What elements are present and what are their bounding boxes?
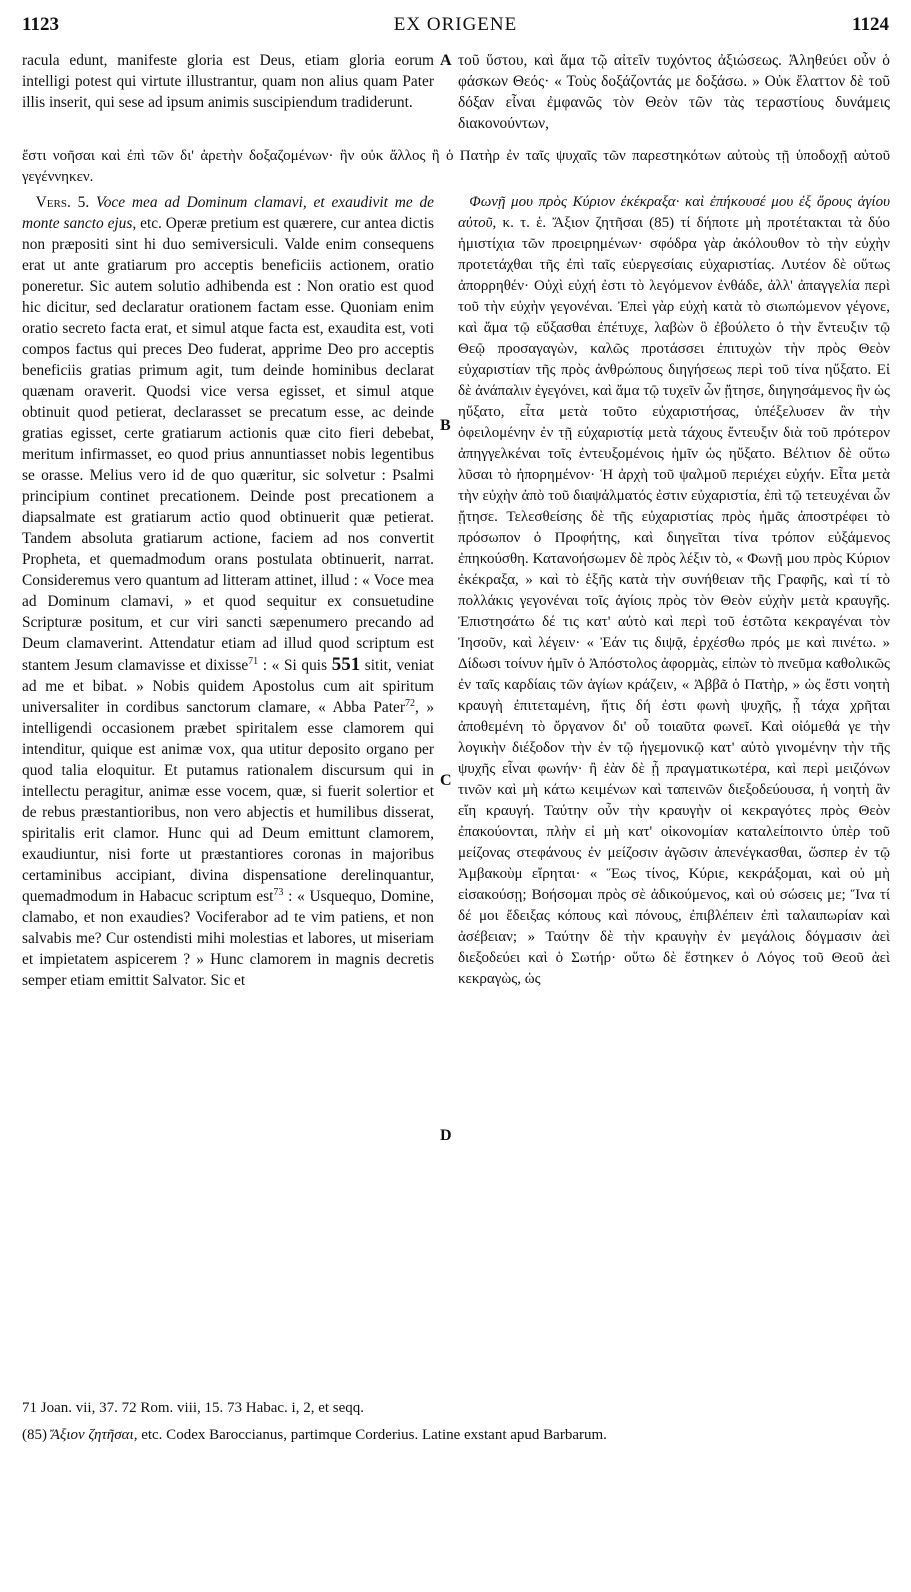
greek-column — [458, 192, 890, 990]
margin-marker-a: A — [440, 52, 452, 69]
latin-text-e: : « Usquequo, Domine, clamabo, et non exaudies? Vociferabor ad te vim patiens, et non salvabis me? Cur ostendisti mihi molestias et labores, ut miseriam et impietatem aspicerem ? » Hunc clamorem in magnis decretis semper etiam emittit Salvator. Sic et — [22, 888, 434, 989]
page-header — [22, 14, 889, 40]
verse-title-latin: Voce mea ad Dominum clamavi, et exaudivit me de monte sancto ejus, — [22, 194, 435, 232]
latin-text-a: etc. Operæ pretium est quærere, cur antea dictis non præpositi sint hi duo semiversiculi. Valde enim consequens erat ut ante gratiarum pro acceptis beneficiis actionem, oratio poneretur. Sic autem solutio adhibenda est : Non oratio est quod hic dicitur, sed declaratur orationem factam esse. Quoniam enim oratio secreto facta erat, et simul atque facta est, exaudita est, voti compos factus qui preces Deo fuderat, apprime Deo pro acceptis beneficiis gratias primum agit, tum deinde hominibus declarat quænam oraverit. Quodsi vice versa egisset, et simul atque obtinuit quod petierat, declarasset se precatum esse, ac deinde gratias egisset, certe gratiarum actionis quæ cito fieri debebat, meritum infirmasset, eo quod prius annuntiasset nobis legentibus se orasse. Melius vero id de quo quæritur, sic solvetur : Psalmi principium continet precationem. Deinde post precationem a diapsalmate est gratiarum actio quod obtinuerit quæ petierat. Tandem absoluta gratiarum actione, faciem ad nos convertit Propheta, et quemadmodum orans postulata obtinuerit, narrat. Consideremus vero quantum ad litteram attinet, illud : « Voce mea ad Dominum clamavi, » et quod sequitur ex consuetudine Scripturæ positum, et cur viri sancti sæpenumero precando ad Deum clamaverint. Attendatur etiam ad illud quod scriptum est stantem Jesum clamavisse et dixisse — [22, 215, 434, 674]
footnotes — [22, 1398, 890, 1452]
footnote-ref-71: 71 — [248, 655, 259, 667]
latin-text-d: , » intelligendi occasionem præbet spiritalem esse clamorem qui intenditur, quique est animæ vox, qua utitur deposito organo per quod talia eloquitur. Et putamus rationalem discursum qui in intellectu peragitur, animæ esse vocem, quæ, si fuerit solertior et de rebus præstantioribus, non vero abjectis et humilibus disserat, spiritalis erit clamor. Hunc qui ad Deum emittunt clamorem, exaudiuntur, nisi forte ut præstantiores coronas in majoribus certaminibus accipiant, divina dispensatione derelinquantur, quemadmodum in Habacuc scriptum est — [22, 699, 435, 905]
greek-column-top — [458, 50, 890, 134]
footnote-85-text: etc. Codex Baroccianus, partimque Corderius. Latine exstant apud Barbarum. — [141, 1427, 607, 1443]
greek-paragraph-2 — [458, 192, 890, 990]
latin-column — [22, 192, 434, 991]
margin-marker-d: D — [440, 1127, 452, 1144]
margin-marker-b: B — [440, 417, 451, 434]
verse-title-greek: Φωνῇ μου πρὸς Κύριον ἐκέκραξα· καὶ ἐπήκουσέ μου ἐξ ὄρους ἁγίου αὐτοῦ, — [458, 194, 890, 231]
margin-marker-c: C — [440, 772, 452, 789]
right-page-number: 1124 — [852, 14, 889, 35]
scripture-footnotes: 71 Joan. vii, 37. 72 Rom. viii, 15. 73 Habac. i, 2, et seqq. — [22, 1400, 365, 1416]
greek-paragraph-1: τοῦ ὕστου, καὶ ἅμα τῷ αἰτεῖν τυχόντος ἀξιώσεως. Ἀληθεύει οὖν ὁ φάσκων Θεός· « Τοὺς δοξάζοντάς με δοξάσω. » Οὐκ ἔλαττον δὲ τοῦ δόξαν εἶναι ἐμφανῶς τὸν Θεὸν τῶν τὰς τεραστίους δυνάμεις διακονούντων, — [458, 52, 890, 132]
latin-paragraph-1: racula edunt, manifeste gloria est Deus, etiam gloria eorum intelligi potest qui virtute illustrantur, quam non alius quam Pater illis inserit, qui sese ad ipsum animis suscipiendum tradiderunt. — [22, 52, 434, 111]
latin-text-c: sitit, veniat ad me et bibat. » Nobis quidem Apostolus cum ait spiritum universaliter in cordibus sanctorum clamare, « Abba Pater — [22, 657, 434, 716]
verse-label: Vers. 5. — [35, 194, 90, 211]
footnote-ref-72: 72 — [404, 697, 415, 709]
left-page-number: 1123 — [22, 14, 59, 35]
footnote-ref-73: 73 — [273, 886, 284, 898]
footnote-85 — [22, 1425, 890, 1446]
latin-text-b: : « Si quis — [262, 657, 328, 674]
latin-paragraph-2 — [22, 192, 434, 991]
footnote-85-lemma: Ἄξιον ζητῆσαι, — [50, 1427, 138, 1443]
greek-text-a: κ. τ. ἑ. Ἄξιον ζητῆσαι (85) τί δήποτε μὴ προτέτακται τὰ δύο ἡμιστίχια τῶν προειρημένων· σφόδρα γὰρ ἀκόλουθον τὸ τὴν εὐχὴν προτετάχθαι τῆς ἐπὶ ταῖς εὐεργεσίαις εὐχαριστίας. Λυτέον δὲ οὕτως ἀπορρηθέν· Οὐχὶ εὐχή ἐστι τὸ λεγόμενον ἐνθάδε, ἀλλ' ἀπαγγελία περὶ τοῦ τὴν εὐχὴν γεγονέναι. Ἐπεὶ γὰρ εὐχὴ κατὰ τὸ σιωπώμενον γέγονε, καὶ ἅμα τῷ εὔξασθαι ἐπέτυχε, λαβὼν ὃ ἐβούλετο ὁ τὴν ἔντευξιν τῷ Θεῷ προσαγαγὼν, καλῶς προτάσσει ἐπιτυχὼν τὴν πρὸς Θεὸν εὐχαριστίαν τῆς πρὸς ἀνθρώπους διηγήσεως περὶ τοῦ τίνα ηὔξατο. Εἰ δὲ ἀνάπαλιν ἐγεγόνει, καὶ ἅμα τῷ τυχεῖν ὧν ᾔτησε, διηγησάμενος ἣν ὡς ηὔξατο, εἶτα μετὰ τοῦτο εὐχαριστήσας, ὑπέξελυσεν ἂν τὴν ὀφειλομένην ἐν τῇ εὐχαριστίᾳ μετὰ τάχους ἔντευξιν διὰ τοῦ πρότερον ἀπηγγελκέναι τοῖς ἐντευξομένοις ἡμῖν ὡς ηὔξατο. Βέλτιον δὲ οὕτω λῦσαι τὸ ἠπορημένον· Ἡ ἀρχὴ τοῦ ψαλμοῦ περιέχει εὐχήν. Εἶτα μετὰ τὴν εὐχὴν ἀπὸ τοῦ διαψάλματός ἐστιν εὐχαριστία, ἐπὶ τῷ τετευχέναι ὧν ᾔτησε. Τελεσθείσης δὲ τῆς εὐχαριστίας πρὸς ἡμᾶς ἀποστρέφει τὸ πρόσωπον ὁ Προφήτης, καὶ διηγεῖται τίνα τρόπον εὐξάμενος ἐπηκούσθη. Κατανοήσωμεν δὲ πρὸς λέξιν τὸ, « Φωνῇ μου πρὸς Κύριον ἐκέκραξα, » καὶ τὸ ἑξῆς κατὰ τὴν συνήθειαν τῆς Γραφῆς, καὶ τί τὸ πολλάκις γεγονέναι τοῖς ἁγίοις πρὸς τὸν Θεὸν εὐχὴν μετὰ κραυγῆς. Ἐπιστησάτω δέ τις κατ' αὐτὸ καὶ περὶ τοῦ ἑστῶτα κεκραγέναι τὸν Ἰησοῦν, καὶ λέγειν· « Ἐάν τις διψᾷ, ἐρχέσθω πρός με καὶ πινέτω. » Δίδωσι τοίνυν ἡμῖν ὁ Ἀπόστολος ἀφορμὰς, εἰπὼν τὸ πνεῦμα καθολικῶς ἐν ταῖς καρδίαις τῶν ἁγίων κράζειν, « Ἀββᾶ ὁ Πατὴρ, » ὡς ἔστι νοητὴ κραυγὴ ἐπιτεταμένη, ἥτις δή ἐστι φωνὴ ψυχῆς, ᾗ τάχα χρῆται ἀποθεμένη τὸ ὄργανον δι' οὗ τοιαῦτα φωνεῖ. Καὶ οἰόμεθά γε τὴν λογικὴν διέξοδον τὴν ἐν τῷ ἡγεμονικῷ κατ' αὐτὸ γινομένην τὴν τῆς ψυχῆς εἶναι φωνήν· ἢ ἐὰν δὲ ᾖ πραγματικωτέρα, καὶ περὶ μειζόνων τινῶν καὶ μὴ κάτω κειμένων καὶ ταπεινῶν διεξοδεύουσα, ἡ νοητὴ ἂν εἴη κραυγή. Ταύτην οὖν τὴν κραυγὴν οἱ κεκραγότες πρὸς Θεὸν ἐπακούονται, πλὴν εἰ μὴ κατ' οἰκονομίαν καταλείποιντο ὑπὲρ τοῦ μείζονας στεφάνους ἐν μείζοσιν ἀγῶσιν ἀπενέγκασθαι, ὥσπερ ἐν τῷ Ἀμβακοὺμ εἴρηται· « Ἕως τίνος, Κύριε, κεκράξομαι, καὶ οὐ μὴ εἰσακούσῃ; Βοήσομαι πρὸς σὲ ἀδικούμενος, καὶ οὐ σώσεις με; Ἵνα τί δέ μοι ἔδειξας κόπους καὶ πόνους, ἐπιβλέπειν ἐπὶ ταλαιπωρίαν καὶ ἀσέβειαν; » Ταύτην δὲ τὴν κραυγὴν ἐν μεγάλοις δόγμασιν ἀεὶ διεξοδεύει καὶ ὁ Σωτήρ· οὕτω δὲ ἕστηκεν ὁ Λόγος τοῦ Θεοῦ ἀεὶ κεκραγὼς, ὡς — [458, 215, 891, 987]
column-number: 551 — [331, 654, 361, 675]
latin-column-top — [22, 50, 434, 113]
footnote-85-mark: (85) — [22, 1427, 47, 1443]
running-title: EX ORIGENE — [393, 14, 518, 35]
greek-spanning-line: ἔστι νοῆσαι καὶ ἐπὶ τῶν δι' ἀρετὴν δοξαζομένων· ἣν οὐκ ἄλλος ἢ ὁ Πατὴρ ἐν ταῖς ψυχαῖς τῶν παρεστηκότων αὐτοὺς τῇ ὑποδοχῇ αὐτοῦ γεγέννηκεν. — [22, 148, 890, 185]
